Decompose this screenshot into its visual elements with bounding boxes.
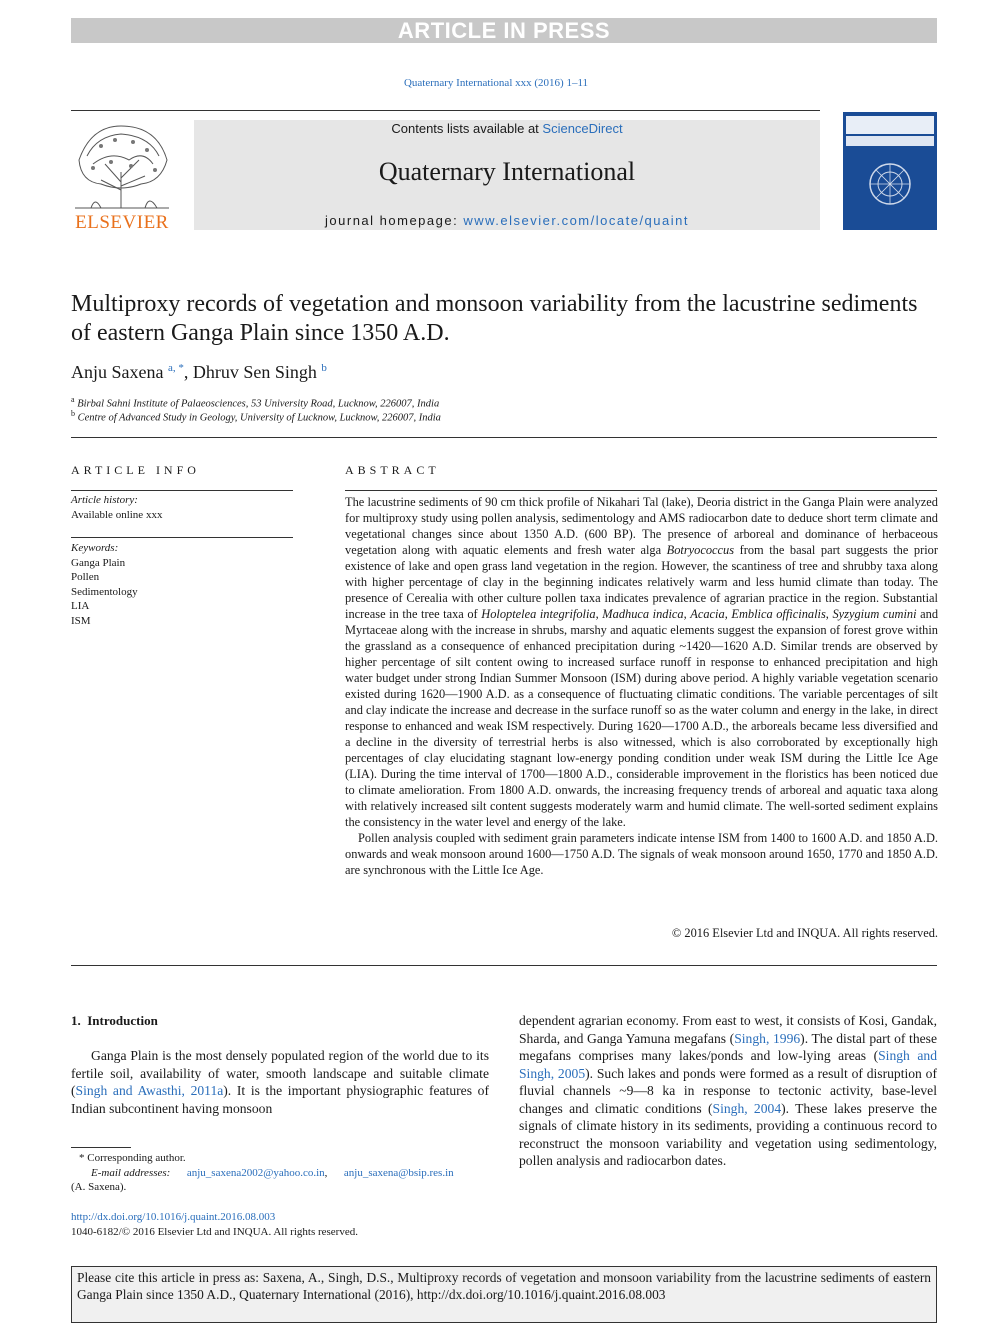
reference-link[interactable]: Singh, 1996	[734, 1030, 801, 1046]
history-value: Available online xxx	[71, 509, 163, 521]
keywords-label: Keywords:	[71, 542, 119, 554]
intro-column-right: dependent agrarian economy. From east to west, it consists of Kosi, Gandak, Sharda, and Ganga Yamuna megafans (Singh, 1996). The distal part of these megafans comprises many lakes/ponds and low-lying areas (Singh and Singh, 2005). Such lakes and ponds were formed as a result of disruption of fluvial channels ~9—8 ka in response to tectonic activity, base-level changes and climatic conditions (Singh, 2004). These lakes preserve the signals of climate history in its sediments, providing a continuous record to reconstruct the monsoon variability and vegetation using sedimentology, pollen analysis and radiocarbon dates.	[519, 1013, 937, 1168]
affiliation-mark: a	[71, 395, 75, 404]
abstract-copyright: © 2016 Elsevier Ltd and INQUA. All rights reserved.	[671, 926, 938, 940]
history-label: Article history:	[71, 494, 138, 506]
abstract-end-rule	[71, 965, 937, 966]
elsevier-wordmark: ELSEVIER	[75, 212, 169, 233]
taxon-name: Botryococcus	[666, 543, 735, 557]
sciencedirect-link[interactable]: ScienceDirect	[542, 121, 623, 136]
taxon-name: Syzygium cumini	[832, 607, 917, 621]
journal-cover-masthead	[846, 116, 934, 134]
article-info-heading: ARTICLE INFO	[71, 463, 200, 477]
keyword: Sedimentology	[71, 585, 138, 598]
email-owner: (A. Saxena).	[71, 1181, 127, 1193]
footnote	[71, 1151, 489, 1195]
homepage-prefix: journal homepage:	[325, 213, 464, 228]
taxon-name: Emblica officinalis	[731, 607, 826, 621]
abstract-heading: ABSTRACT	[345, 463, 440, 477]
taxon-name: Acacia	[690, 607, 725, 621]
author-affiliation-mark[interactable]: b	[321, 362, 327, 374]
email-link[interactable]: anju_saxena@bsip.res.in	[343, 1166, 454, 1179]
journal-cover-subhead	[846, 136, 934, 146]
section-heading-introduction: 1. Introduction	[71, 1013, 158, 1028]
issn-copyright: 1040-6182/© 2016 Elsevier Ltd and INQUA. All rights reserved.	[71, 1226, 358, 1238]
journal-cover-emblem	[866, 160, 914, 208]
cite-this-article-text: Please cite this article in press as: Saxena, A., Singh, D.S., Multiproxy records of vegetation and monsoon variability from the lacustrine sediments of eastern Ganga Plain since 1350 A.D., Quaternary International (2016), http://dx.doi.org/10.1016/j.quaint.2016.08.003	[77, 1270, 931, 1302]
title-rule	[71, 437, 937, 438]
keyword: Ganga Plain	[71, 557, 126, 569]
email-line: E-mail addresses: anju_saxena2002@yahoo.co.in, anju_saxena@bsip.res.in	[91, 1166, 454, 1179]
journal-citation-link[interactable]: Quaternary International xxx (2016) 1–11	[403, 77, 589, 89]
taxon-name: Madhuca indica	[602, 607, 684, 621]
keywords-list	[71, 556, 138, 628]
contents-available	[194, 121, 820, 136]
corresponding-author-note: * Corresponding author.	[79, 1152, 186, 1164]
abstract-rule	[345, 490, 937, 491]
author-separator: ,	[183, 362, 193, 382]
keyword: LIA	[71, 600, 90, 613]
affiliation-text: Birbal Sahni Institute of Palaeosciences, 53 University Road, Lucknow, 226007, India	[77, 398, 440, 410]
affiliation-mark: b	[71, 409, 75, 418]
keywords-rule	[71, 537, 293, 538]
abstract-paragraph: The lacustrine sediments of 90 cm thick profile of Nikahari Tal (lake), Deoria district in the Ganga Plain were analyzed for multiproxy study using pollen analysis, sedimentology and AMS radiocarbon date to deduce short term climate and vegetational changes since about 1350 A.D. (600 BP). The presence of arboreal and dominance of herbaceous vegetation along with aquatic elements and fresh water alga Botryococcus from the basal part suggests the prior existence of lake and open grass land vegetation in the region. However, the scantiness of tree and shrubby taxa along with higher percentage of clay in the beginning indicates relatively warm and less humid climate than today. The presence of Cerealia with other culture pollen taxa indicates prevalence of agrarian practice in the region. Substantial increase in the tree taxa of Holoptelea integrifolia, Madhuca indica, Acacia, Emblica officinalis, Syzygium cumini and Myrtaceae along with the increase in shrubs, marshy and aquatic elements suggest the expansion of forest grove within the grassland as a consequence of enhanced precipitation during ~1420—1620 A.D. Similar trends are observed by higher percentage of silt content owing to increased surface runoff in response to enhanced precipitation and high water budget under strong Indian Summer Monsoon (ISM) during above period. A highly variable vegetation scenario existed during 1620—1900 A.D. as a consequence of fluctuating climatic conditions. The variable percentages of silt and clay indicate the increase and decrease in the surface runoff so as the water column and energy in the lake, in direct response to enhanced and weak ISM respectively. During 1620—1700 A.D., the arboreals became less diversified and a decline in the diversity of terrestrial herbs is also witnessed, which is also corroborated by exceptionally high percentages of clay elucidating stagnant low-energy ponding condition under weak ISM during the Little Ice Age (LIA). During the time interval of 1700—1800 A.D., considerable improvement in the floristics has been noticed due to climate amelioration. From 1800 A.D. onwards, the increasing frequency trends of arboreal and aquatic taxa along with relatively increased silt content suggests moderately warm and humid climate. The well-sorted sediment explains the consistency in the water level and energy of the lake.	[345, 495, 939, 829]
author-affiliation-mark[interactable]: a, *	[167, 362, 184, 374]
abstract-body	[345, 494, 938, 878]
reference-link[interactable]: Singh and Singh, 2005	[519, 1048, 937, 1081]
author-list	[71, 362, 327, 383]
affiliation-text: Centre of Advanced Study in Geology, University of Lucknow, Lucknow, 226007, India	[77, 412, 441, 424]
homepage-link[interactable]: www.elsevier.com/locate/quaint	[463, 213, 689, 228]
author-name: Anju Saxena	[71, 362, 164, 382]
affiliation-b	[71, 409, 441, 424]
reference-link[interactable]: Singh, 2004	[712, 1100, 782, 1116]
contents-prefix: Contents lists available at	[391, 121, 543, 136]
affiliation-a	[71, 395, 439, 410]
intro-column-left: Ganga Plain is the most densely populated region of the world due to its fertile soil, availability of water, smooth landscape and suitable climate (Singh and Awasthi, 2011a). It is the important physiographic features of Indian subcontinent having monsoon	[71, 1048, 489, 1116]
journal-title: Quaternary International	[378, 157, 636, 186]
reference-link[interactable]: Singh and Awasthi, 2011a	[75, 1083, 224, 1098]
keyword: ISM	[71, 614, 91, 627]
article-info-rule	[71, 490, 293, 491]
doi-link[interactable]: http://dx.doi.org/10.1016/j.quaint.2016.08.003	[71, 1211, 276, 1223]
header-rule	[71, 110, 820, 111]
article-in-press-banner: ARTICLE IN PRESS	[71, 18, 937, 43]
journal-homepage	[194, 213, 820, 228]
author-name: Dhruv Sen Singh	[192, 362, 317, 382]
article-title: Multiproxy records of vegetation and monsoon variability from the lacustrine sediments of eastern Ganga Plain since 1350 A.D.	[71, 291, 918, 346]
abstract-paragraph: Pollen analysis coupled with sediment grain parameters indicate intense ISM from 1400 to 1600 A.D. and 1850 A.D. onwards and weak monsoon around 1600—1750 A.D. The signals of weak monsoon around 1650, 1770 and 1850 A.D. are synchronous with the Little Ice Age.	[345, 831, 938, 877]
keyword: Pollen	[71, 571, 100, 584]
email-link[interactable]: anju_saxena2002@yahoo.co.in	[186, 1166, 325, 1179]
footnote-rule	[71, 1147, 131, 1148]
taxon-name: Holoptelea integrifolia	[481, 607, 596, 621]
